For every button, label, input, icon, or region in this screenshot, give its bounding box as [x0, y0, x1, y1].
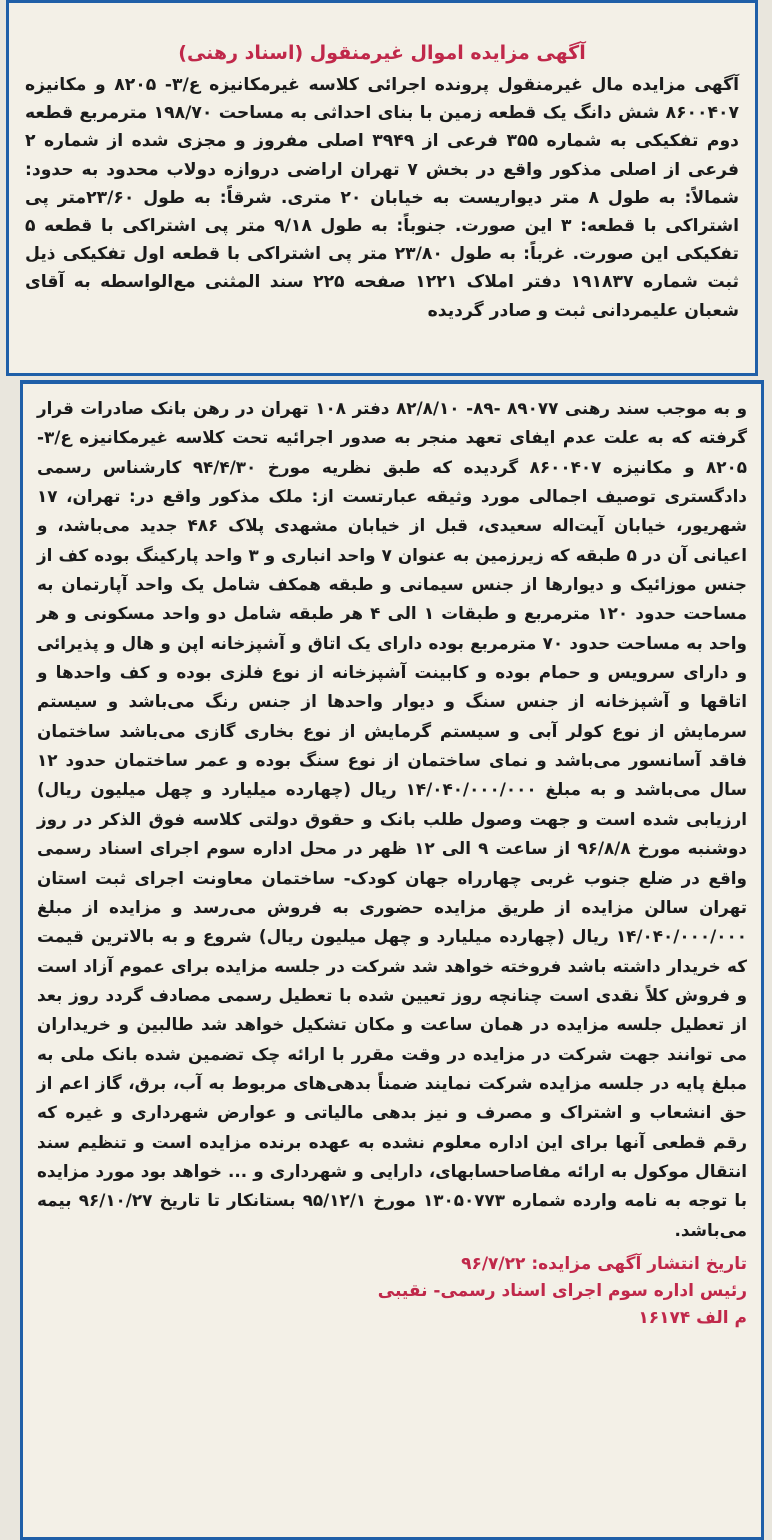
clipping-part-1 [6, 0, 758, 376]
notice-title: آگهی مزایده اموال غیرمنقول (اسناد رهنی) [178, 42, 586, 64]
notice-paragraph-2: و به موجب سند رهنی ۸۹۰۷۷ -۸۹- ۸۲/۸/۱۰ دفتر ۱۰۸ تهران در رهن بانک صادرات قرار گرفته که به علت عدم ایفای تعهد منجر به صدور اجرائیه تحت کلاسه غیرمکانیزه ع/۳- ۸۲۰۵ و مکانیزه ۸۶۰۰۴۰۷ گردیده که طبق نظریه مورخ ۹۴/۴/۳۰ کارشناس رسمی دادگستری توصیف اجمالی مورد وثیقه عبارتست از: ملک مذکور واقع در: تهران، ۱۷ شهریور، خیابان آیت‌اله سعیدی، قبل از خیابان مشهدی پلاک ۴۸۶ جدید می‌باشد، و اعیانی آن در ۵ طبقه که زیرزمین به عنوان ۷ واحد انباری و ۳ واحد پارکینگ بوده کف از جنس موزائیک و دیوارها از جنس سیمانی و طبقه همکف شامل یک واحد آپارتمان به مساحت حدود ۱۲۰ مترمربع و طبقات ۱ الی ۴ هر طبقه شامل دو واحد مسکونی و هر واحد به مساحت حدود ۷۰ مترمربع بوده دارای یک اتاق و آشپزخانه اپن و هال و پذیرائی و دارای سرویس و حمام بوده و کابینت آشپزخانه از نوع فلزی بوده و کف واحدها و اتاقها و آشپزخانه از جنس سنگ و دیوار واحدها از جنس رنگ می‌باشد و سیستم سرمایش از نوع کولر آبی و سیستم گرمایش از نوع بخاری گازی می‌باشد ساختمان فاقد آسانسور می‌باشد و نمای ساختمان از نوع سنگ بوده و عمر ساختمان حدود ۱۲ سال می‌باشد و به مبلغ ۱۴/۰۴۰/۰۰۰/۰۰۰ ریال (چهارده میلیارد و چهل میلیون ریال) ارزیابی شده است و جهت وصول طلب بانک و حقوق دولتی کلاسه فوق الذکر در روز دوشنبه مورخ ۹۶/۸/۸ از ساعت ۹ الی ۱۲ ظهر در محل اداره سوم اجرای اسناد رسمی واقع در ضلع جنوب غربی چهارراه جهان کودک- ساختمان معاونت اجرای ثبت استان تهران سالن مزایده از طریق مزایده حضوری به فروش می‌رسد و مزایده از مبلغ ۱۴/۰۴۰/۰۰۰/۰۰۰ ریال (چهارده میلیارد و چهل میلیون ریال) شروع و به بالاترین قیمت که خریدار داشته باشد فروخته خواهد شد شرکت در جلسه مزایده برای عموم آزاد است و فروش کلاً نقدی است چنانچه روز تعیین شده با تعطیل رسمی مصادف گردد روز بعد از تعطیل جلسه مزایده در همان ساعت و مکان تشکیل خواهد شد طالبین و خریداران می توانند جهت شرکت در مزایده در وقت مقرر با ارائه چک تضمین شده بانک ملی به مبلغ پایه در جلسه مزایده شرکت نمایند ضمناً بدهی‌های مربوط به آب، برق، گاز اعم از حق انشعاب و اشتراک و مصرف و نیز بدهی مالیاتی و عوارض شهرداری و غیره که رقم قطعی آنها برای این اداره معلوم نشده به عهده برنده مزایده است و تنظیم سند انتقال موکول به ارائه مفاصاحسابهای، دارایی و شهرداری و ... خواهد بود مورد مزایده با توجه به نامه وارده شماره ۱۳۰۵۰۷۷۳ مورخ ۹۵/۱۲/۱ بستانکار تا تاریخ ۹۶/۱۰/۲۷ بیمه می‌باشد. [37, 398, 748, 1240]
reference-code: م الف ۱۶۱۷۴ [638, 1307, 747, 1328]
publish-date: تاریخ انتشار آگهی مزایده: ۹۶/۷/۲۲ [461, 1253, 747, 1274]
notice-paragraph-1: آگهی مزایده مال غیرمنقول پرونده اجرائی کلاسه غیرمکانیزه ع/۳- ۸۲۰۵ و مکانیزه ۸۶۰۰۴۰۷ شش دانگ یک قطعه زمین با بنای احداثی به مساحت ۱۹۸/۷۰ مترمربع قطعه دوم تفکیکی به شماره ۳۵۵ فرعی از ۳۹۴۹ اصلی مفروز و مجزی شده از شماره ۲ فرعی از اصلی مذکور واقع در بخش ۷ تهران اراضی دروازه دولاب محدود به حدود: شمالاً: به طول ۸ متر دیواریست به خیابان ۲۰ متری. شرقاً: به طول ۲۳/۶۰متر پی اشتراکی با قطعه: ۳ این صورت. جنوباً: به طول ۹/۱۸ متر پی اشتراکی با قطعه ۵ تفکیکی این صورت. غرباً: به طول ۲۳/۸۰ متر پی اشتراکی با قطعه اول تفکیکی ذیل ثبت شماره ۱۹۱۸۳۷ دفتر املاک ۱۲۲۱ صفحه ۲۲۵ سند المثنی مع‌الواسطه به آقای شعبان علیمردانی ثبت و صادر گردیده [25, 75, 740, 321]
signature-line: رئیس اداره سوم اجرای اسناد رسمی- نقیبی [377, 1280, 747, 1301]
notice-footer [23, 1245, 761, 1332]
clipping-part-2 [20, 380, 764, 1540]
